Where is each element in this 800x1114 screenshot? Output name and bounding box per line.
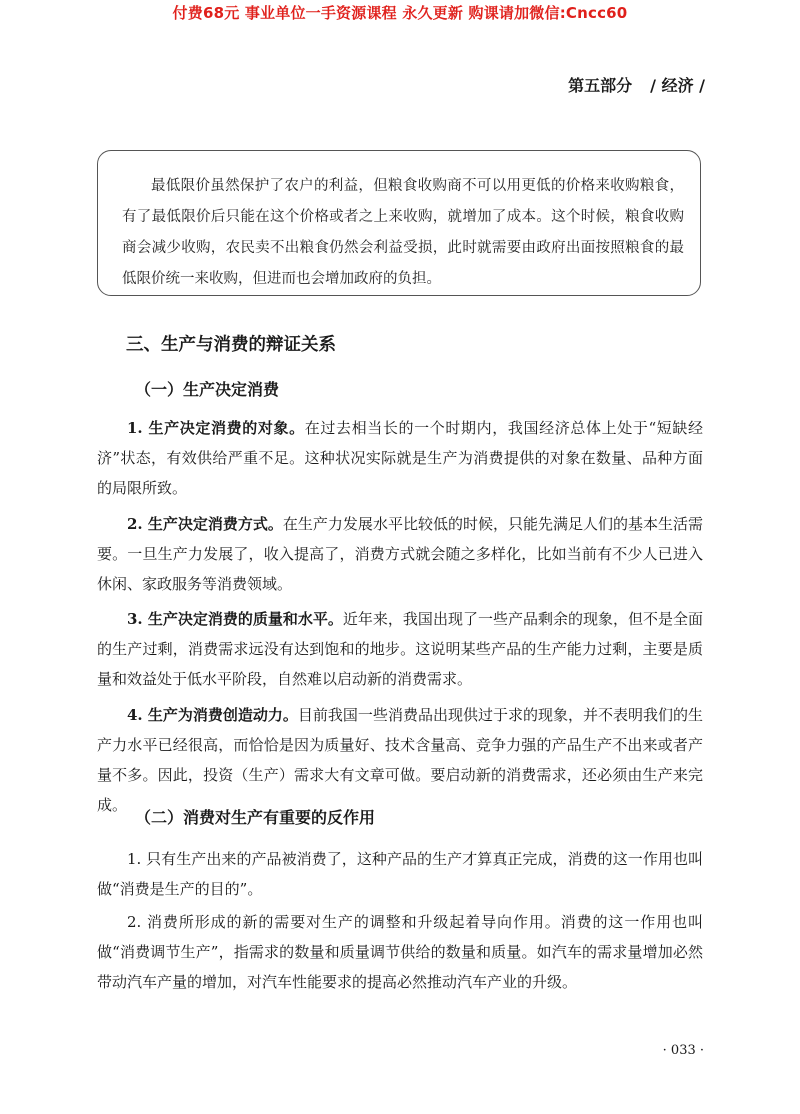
item-lead: 3. 生产决定消费的质量和水平。 <box>127 610 343 628</box>
paragraph-item-4 <box>97 700 703 820</box>
item-lead: 1. 生产决定消费的对象。 <box>127 419 305 437</box>
note-box <box>97 150 701 296</box>
item-lead: 4. 生产为消费创造动力。 <box>127 706 298 724</box>
header-section: / 经济 / <box>650 76 705 95</box>
paragraph-item-2 <box>97 509 703 599</box>
paragraph-effect-1: 1. 只有生产出来的产品被消费了，这种产品的生产才算真正完成，消费的这一作用也叫做“消费是生产的目的”。 <box>97 850 703 898</box>
note-text: 最低限价虽然保护了农户的利益，但粮食收购商不可以用更低的价格来收购粮食，有了最低限价后只能在这个价格或者之上来收购，就增加了成本。这个时候，粮食收购商会减少收购，农民卖不出粮食仍然会利益受损，此时就需要由政府出面按照粮食的最低限价统一来收购，但进而也会增加政府的负担。 <box>122 178 684 287</box>
watermark-banner: 付费68元 事业单位一手资源课程 永久更新 购课请加微信:Cncc60 <box>172 4 628 22</box>
paragraph-effect-2: 2. 消费所形成的新的需要对生产的调整和升级起着导向作用。消费的这一作用也叫做“消费调节生产”，指需求的数量和质量调节供给的数量和质量。如汽车的需求量增加必然带动汽车产量的增加，对汽车性能要求的提高必然推动汽车产业的升级。 <box>97 913 703 991</box>
section-title: 三、生产与消费的辩证关系 <box>126 335 336 355</box>
item-text: 在过去相当长的一个时期内，我国经济总体上处于“短缺经济”状态，有效供给严重不足。这种状况实际就是生产为消费提供的对象在数量、品种方面的局限所致。 <box>97 419 704 497</box>
header-part: 第五部分 <box>568 76 633 95</box>
subsection-title-2: （二）消费对生产有重要的反作用 <box>135 808 376 827</box>
item-lead: 2. 生产决定消费方式。 <box>127 515 283 533</box>
page-number: · 033 · <box>662 1043 704 1058</box>
item-text: 在生产力发展水平比较低的时候，只能先满足人们的基本生活需要。一旦生产力发展了，收入提高了，消费方式就会随之多样化，比如当前有不少人已进入休闲、家政服务等消费领域。 <box>97 515 703 593</box>
subsection-title-1: （一）生产决定消费 <box>135 380 280 399</box>
item-text: 目前我国一些消费品出现供过于求的现象，并不表明我们的生产力水平已经很高，而恰恰是因为质量好、技术含量高、竞争力强的产品生产不出来或者产量不多。因此，投资（生产）需求大有文章可做。要启动新的消费需求，还必须由生产来完成。 <box>97 706 703 814</box>
running-header <box>568 73 705 96</box>
paragraph-item-1 <box>97 413 703 503</box>
paragraph-item-3 <box>97 604 703 694</box>
item-text: 近年来，我国出现了一些产品剩余的现象，但不是全面的生产过剩，消费需求远没有达到饱和的地步。这说明某些产品的生产能力过剩，主要是质量和效益处于低水平阶段，自然难以启动新的消费需求。 <box>97 610 703 688</box>
